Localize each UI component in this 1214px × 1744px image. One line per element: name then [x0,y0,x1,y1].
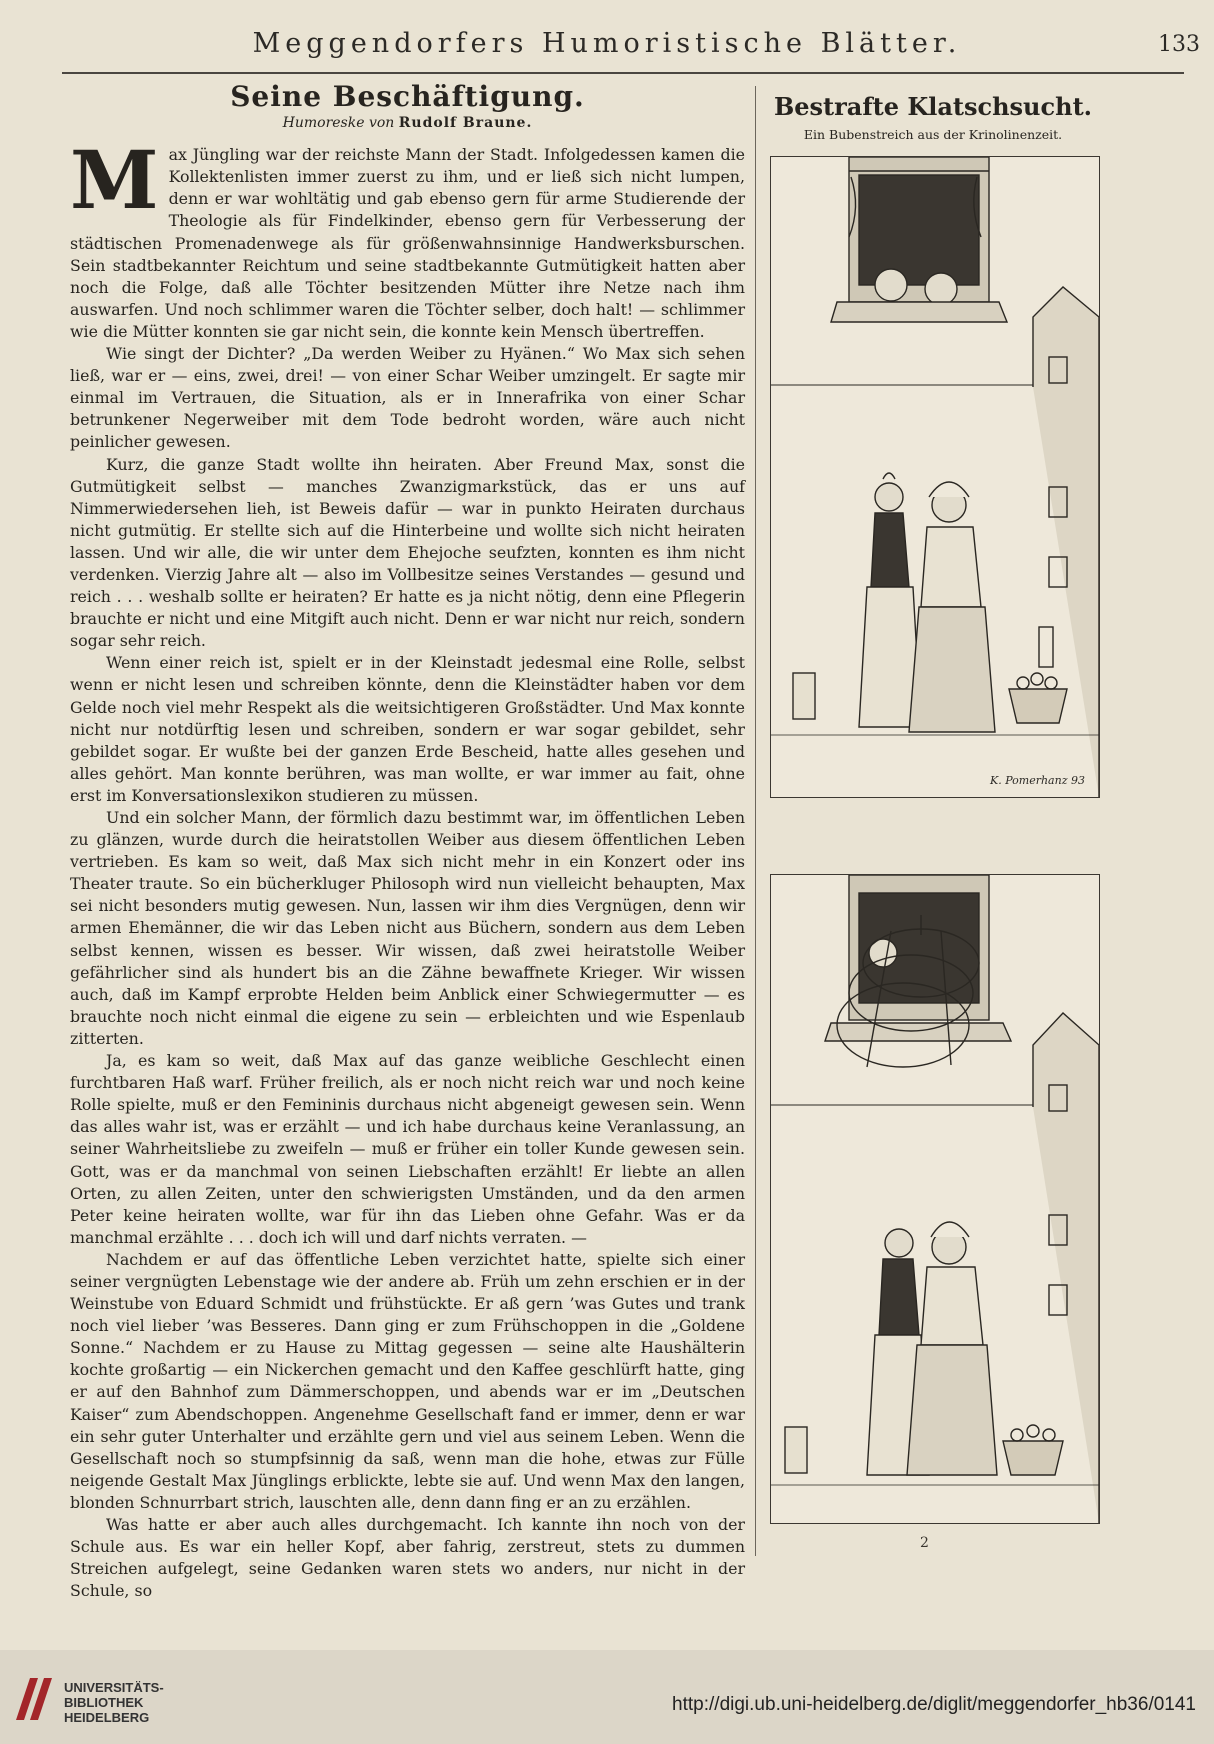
paragraph-8: Was hatte er aber auch alles durchgemacht. Ich kannte ihn noch von der Schule aus. Es war ein heller Kopf, aber fahrig, zerstreut, stets zu dummen Streichen aufgelegt, seine Gedanken waren stets wo anders, nur nicht in der Schule, so [70,1515,745,1601]
story-title: Seine Beschäftigung. [230,80,585,113]
paragraph-2: Wie singt der Dichter? „Da werden Weiber zu Hyänen.“ Wo Max sich sehen ließ, war er — eins, zwei, drei! — von einer Schar Weiber umzingelt. Er sagte mir einmal im Vertrauen, die Situation, als er in Innerafrika von einer Schar betrunkener Negerweiber mit dem Tode bedroht worden, wäre auch nicht peinlicher gewesen. [70,344,745,452]
source-url-link[interactable]: http://digi.ub.uni-heidelberg.de/diglit/meggendorfer_hb36/0141 [672,1694,1196,1715]
comic-subtitle: Ein Bubenstreich aus der Krinolinenzeit. [803,127,1063,142]
paragraph-6: Ja, es kam so weit, daß Max auf das ganze weibliche Geschlecht einen furchtbaren Haß warf. Früher freilich, als er noch nicht reich war und noch keine Rolle spielte, muß er den Femininis durchaus nicht abgeneigt gewesen sein. Wenn das alles wahr ist, was er erzählt — und ich habe durchaus keine Veranlassung, an seiner Wahrheitsliebe zu zweifeln — muß er früher ein toller Kunde gewesen sein. Gott, was er da manchmal von seinen Liebschaften erzählt! Er liebte an allen Orten, zu allen Zeiten, unter den schwierigsten Umständen, und da den armen Peter keine heiraten wollte, war für ihn das Lieben ohne Gefahr. Was er da manchmal erzählte . . . doch ich will und darf nichts verraten. — [70,1051,745,1247]
library-name-line-2: BIBLIOTHEK [64,1695,144,1710]
comic-column [768,92,1098,152]
paragraph-4: Wenn einer reich ist, spielt er in der Kleinstadt jedesmal eine Rolle, selbst wenn er nicht lesen und schreiben könnte, denn die Kleinstädter haben vor dem Gelde noch viel mehr Respekt als die weitsichtigeren Großstädter. Und Max konnte nicht nur notdürftig lesen und schreiben, sondern er war sogar gebildet, sehr gebildet sogar. Er wußte bei der ganzen Erde Bescheid, hatte alles gesehen und alles gehört. Man konnte berühren, was man wollte, er war immer au fait, ohne erst im Konversationslexikon studieren zu müssen. [70,653,745,805]
byline-prefix: Humoreske von [282,115,395,132]
paragraph-1 [70,133,745,343]
column-divider [755,86,756,1556]
library-name [64,1680,164,1725]
header-rule [62,72,1184,74]
running-head: Meggendorfers Humoristische Blätter. [252,28,962,59]
paragraph-5: Und ein solcher Mann, der förmlich dazu bestimmt war, im öffentlichen Leben zu glänzen, wurde durch die heiratstollen Weiber aus diesem öffentlichen Leben vertrieben. Es kam so weit, daß Max sich nicht mehr in ein Konzert oder ins Theater traute. So ein bücherkluger Philosoph wird nun vielleicht behaupten, Max sei nicht besonders mutig gewesen. Nun, lassen wir ihm dies Vergnügen, denn wir armen Ehemänner, die wir das Leben nicht aus Büchern, sondern aus dem Leben selbst kennen, wissen es besser. Wir wissen, daß zwei heiratstolle Weiber gefährlicher sind als hundert bis an die Zähne bewaffnete Krieger. Wir wissen auch, daß im Kampf erprobte Helden beim Anblick einer Schwiegermutter — es brauchte noch nicht einmal die eigene zu sein — erbleichten und wie Espenlaub zitterten. [70,808,745,1048]
artist-signature: K. Pomerhanz 93 [989,774,1085,787]
story-column [70,80,745,1602]
paragraph-3: Kurz, die ganze Stadt wollte ihn heiraten. Aber Freund Max, sonst die Gutmütigkeit selbst — manches Zwanzigmarkstück, das er uns auf Nimmerwiedersehen lieh, ist Beweis dafür — war in punkto Heiraten durchaus nicht gutmütig. Er stellte sich auf die Hinterbeine und wollte sich nicht heiraten lassen. Und wir alle, die wir unter dem Ehejoche seufzten, konnten es ihm nicht verdenken. Vierzig Jahre alt — also im Vollbesitze seines Verstandes — gesund und reich . . . weshalb sollte er heiraten? Er hatte es ja nicht nötig, denn eine Pflegerin brauchte er nicht und eine Mitgift auch nicht. Denn er war nicht nur reich, sondern sogar sehr reich. [70,454,745,651]
story-byline [70,112,745,134]
story-author: Rudolf Braune. [398,115,533,132]
panel-2-illustration [771,875,1099,1523]
library-footer [0,1650,1214,1744]
drop-cap: M [70,133,159,228]
library-name-line-1: UNIVERSITÄTS- [64,1680,164,1695]
paragraph-7: Nachdem er auf das öffentliche Leben verzichtet hatte, spielte sich einer seiner vergnügten Lebenstage wie der andere ab. Früh um zehn erschien er in der Weinstube von Eduard Schmidt und frühstückte. Er aß gern ’was Gutes und trank noch viel lieber ’was Besseres. Dann ging er zum Frühschoppen in die „Goldene Sonne.“ Nachdem er zu Hause zu Mittag gegessen — seine alte Haushälterin kochte großartig — ein Nickerchen gemacht und den Kaffee geschlürft hatte, ging er auf den Bahnhof zum Dämmerschoppen, und abends war er im „Deutschen Kaiser“ zum Abendschoppen. Angenehme Gesellschaft fand er immer, denn er war ein sehr guter Unterhalter und erzählte gern und viel aus seinem Leben. Wenn die Gesellschaft noch so stumpfsinnig da saß, wenn man die hohe, etwas zur Fülle neigende Gestalt Max Jünglings erblickte, lebte sie auf. Und wenn Max den langen, blonden Schnurrbart strich, lauschten alle, denn dann fing er an zu erzählen. [70,1249,745,1512]
comic-title: Bestrafte Klatschsucht. [773,92,1093,121]
panel-number: 2 [920,1535,929,1551]
library-name-line-3: HEIDELBERG [64,1710,150,1725]
comic-panel-2 [770,874,1100,1524]
panel-1-illustration [771,157,1099,797]
comic-panel-1 [770,156,1100,798]
university-logo-icon [12,1670,56,1726]
paragraph-text: ax Jüngling war der reichste Mann der Stadt. Infolgedessen kamen die Kollektenlisten immer zuerst zu ihm, und er ließ sich nicht lumpen, denn er war wohltätig und gab ebenso gern für arme Studierende der Theologie als für Findelkinder, ebenso gern für Verbesserung der städtischen Promenadenwege als für größenwahnsinnige Handwerksburschen. Sein stadtbekannter Reichtum und seine stadtbekannte Gutmütigkeit hatten aber noch die Folge, daß alle Töchter besitzenden Mütter ihre Netze nach ihm auswarfen. Und noch schlimmer waren die Töchter selber, doch halt! — schlimmer wie die Mütter konnten sie gar nicht sein, die konnte kein Mensch übertreffen. [70,145,745,341]
page-number: 133 [1158,32,1200,57]
